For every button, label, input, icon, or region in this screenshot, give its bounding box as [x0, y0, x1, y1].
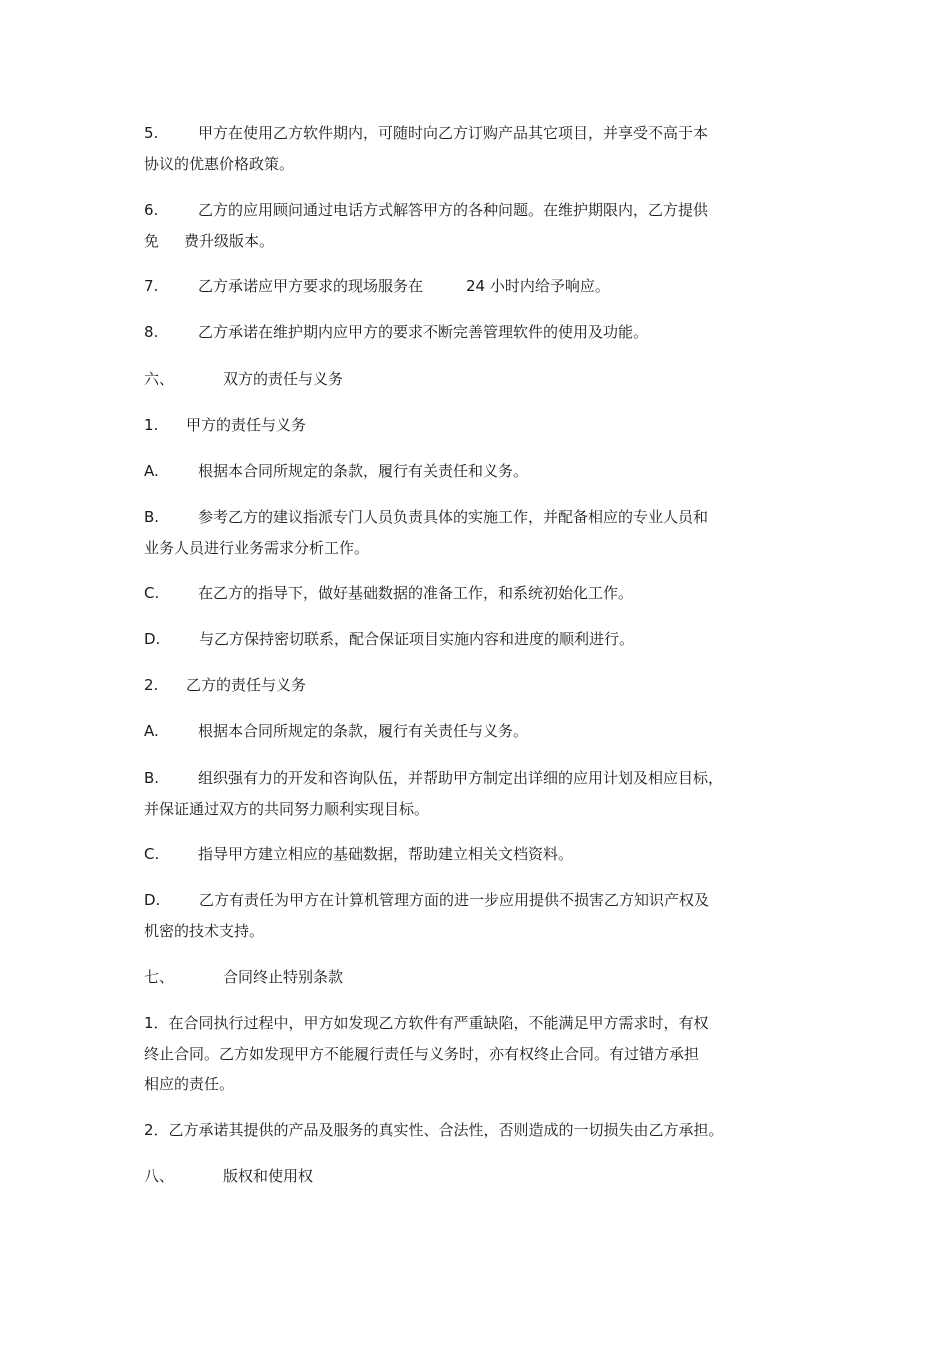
sub2-item-c-label: C.	[144, 845, 160, 863]
sub2-item-d-text-line1: 乙方有责任为甲方在计算机管理方面的进一步应用提供不损害乙方知识产权及	[199, 891, 710, 909]
item-6-text-line1: 乙方的应用顾问通过电话方式解答甲方的各种问题。在维护期限内，乙方提供	[198, 201, 709, 219]
sub2-item-c-text: 指导甲方建立相应的基础数据，帮助建立相关文档资料。	[198, 845, 574, 863]
sub2-item-a-text: 根据本合同所规定的条款，履行有关责任与义务。	[198, 722, 529, 740]
section-6-number: 六、	[144, 370, 175, 388]
item-5-text-line2: 协议的优惠价格政策。	[144, 155, 295, 173]
termination-clause-1-line1: 1．在合同执行过程中，甲方如发现乙方软件有严重缺陷，不能满足甲方需求时，有权	[144, 1014, 709, 1032]
termination-clause-1-line3: 相应的责任。	[144, 1075, 235, 1093]
item-5-text-line1: 甲方在使用乙方软件期内，可随时向乙方订购产品其它项目，并享受不高于本	[198, 124, 709, 142]
sub2-item-b-label: B.	[144, 769, 160, 787]
sub1-item-a-label: A.	[144, 462, 159, 480]
sub1-item-b-label: B.	[144, 508, 160, 526]
termination-clause-2: 2．乙方承诺其提供的产品及服务的真实性、合法性，否则造成的一切损失由乙方承担。	[144, 1121, 724, 1139]
item-6-number: 6.	[144, 201, 159, 219]
subsection-1-number: 1.	[144, 416, 159, 434]
item-5-number: 5.	[144, 124, 159, 142]
sub1-item-d-label: D.	[144, 630, 161, 648]
section-8-number: 八、	[144, 1167, 175, 1185]
sub1-item-a-text: 根据本合同所规定的条款，履行有关责任和义务。	[198, 462, 529, 480]
subsection-2-number: 2.	[144, 676, 159, 694]
sub1-item-b-text-line2: 业务人员进行业务需求分析工作。	[144, 539, 370, 557]
item-6-text-line2a: 免	[144, 232, 160, 250]
item-7-number: 7.	[144, 277, 159, 295]
sub2-item-b-text-line1: 组织强有力的开发和咨询队伍，并帮助甲方制定出详细的应用计划及相应目标，	[198, 769, 724, 787]
item-6-text-line2b: 费升级版本。	[184, 232, 275, 250]
termination-clause-1-line2: 终止合同。乙方如发现甲方不能履行责任与义务时，亦有权终止合同。有过错方承担	[144, 1045, 700, 1063]
sub2-item-a-label: A.	[144, 722, 159, 740]
item-7-text-part1: 乙方承诺应甲方要求的现场服务在	[198, 277, 424, 295]
sub1-item-d-text: 与乙方保持密切联系，配合保证项目实施内容和进度的顺利进行。	[199, 630, 635, 648]
item-8-text: 乙方承诺在维护期内应甲方的要求不断完善管理软件的使用及功能。	[198, 323, 649, 341]
sub2-item-d-text-line2: 机密的技术支持。	[144, 922, 265, 940]
section-7-title: 合同终止特别条款	[223, 968, 344, 986]
subsection-2-title: 乙方的责任与义务	[186, 676, 307, 694]
subsection-1-title: 甲方的责任与义务	[186, 416, 307, 434]
section-6-title: 双方的责任与义务	[223, 370, 344, 388]
item-8-number: 8.	[144, 323, 159, 341]
section-8-title: 版权和使用权	[223, 1167, 314, 1185]
item-7-text-part2: 24 小时内给予响应。	[466, 277, 610, 295]
sub1-item-b-text-line1: 参考乙方的建议指派专门人员负责具体的实施工作，并配备相应的专业人员和	[198, 508, 709, 526]
sub1-item-c-text: 在乙方的指导下，做好基础数据的准备工作，和系统初始化工作。	[198, 584, 634, 602]
sub2-item-b-text-line2: 并保证通过双方的共同努力顺利实现目标。	[144, 800, 430, 818]
sub1-item-c-label: C.	[144, 584, 160, 602]
section-7-number: 七、	[144, 968, 175, 986]
sub2-item-d-label: D.	[144, 891, 161, 909]
